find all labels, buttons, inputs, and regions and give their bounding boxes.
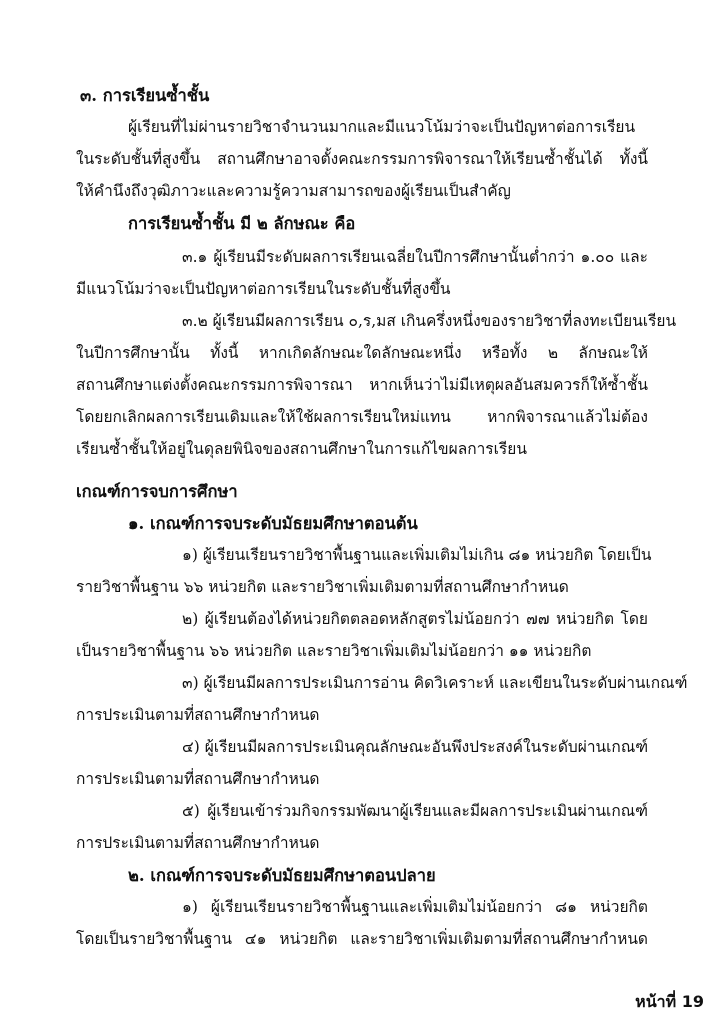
list-item-line: ๑) ผู้เรียนเรียนรายวิชาพื้นฐานและเพิ่มเติมไม่เกิน ๘๑ หน่วยกิต โดยเป็น xyxy=(182,546,652,564)
list-item-line: ๔) ผู้เรียนมีผลการประเมินคุณลักษณะอันพึงประสงค์ในระดับผ่านเกณฑ์ xyxy=(182,738,649,756)
section-heading-graduation: เกณฑ์การจบการศึกษา xyxy=(76,482,238,501)
list-item-line: เป็นรายวิชาพื้นฐาน ๖๖ หน่วยกิต และรายวิชาเพิ่มเติมไม่น้อยกว่า ๑๑ หน่วยกิต xyxy=(76,642,592,660)
paragraph-line: ให้คำนึงถึงวุฒิภาวะและความรู้ความสามารถของผู้เรียนเป็นสำคัญ xyxy=(76,182,511,200)
paragraph-line: ผู้เรียนที่ไม่ผ่านรายวิชาจำนวนมากและมีแนวโน้มว่าจะเป็นปัญหาต่อการเรียน xyxy=(128,118,636,136)
paragraph-line: ในระดับชั้นที่สูงขึ้น สถานศึกษาอาจตั้งคณะกรรมการพิจารณาให้เรียนซ้ำชั้นได้ ทั้งนี้ xyxy=(76,150,648,168)
subheading-two-types: การเรียนซ้ำชั้น มี ๒ ลักษณะ คือ xyxy=(128,214,356,233)
list-item-line: ๑) ผู้เรียนเรียนรายวิชาพื้นฐานและเพิ่มเติมไม่น้อยกว่า ๘๑ หน่วยกิต xyxy=(182,898,648,916)
list-item-line: ๓.๒ ผู้เรียนมีผลการเรียน ๐,ร,มส เกินครึ่งหนึ่งของรายวิชาที่ลงทะเบียนเรียน xyxy=(182,312,677,330)
list-item-line: ๕) ผู้เรียนเข้าร่วมกิจกรรมพัฒนาผู้เรียนและมีผลการประเมินผ่านเกณฑ์ xyxy=(182,802,648,820)
page-number: หน้าที่ 19 xyxy=(635,992,704,1011)
list-item-line: สถานศึกษาแต่งตั้งคณะกรรมการพิจารณา หากเห็นว่าไม่มีเหตุผลอันสมควรก็ให้ซ้ำชั้น xyxy=(76,376,648,394)
list-item-line: การประเมินตามที่สถานศึกษากำหนด xyxy=(76,834,320,852)
list-item-line: ๓.๑ ผู้เรียนมีระดับผลการเรียนเฉลี่ยในปีการศึกษานั้นต่ำกว่า ๑.๐๐ และ xyxy=(182,248,648,266)
list-item-line: การประเมินตามที่สถานศึกษากำหนด xyxy=(76,770,320,788)
list-item-line: ๒) ผู้เรียนต้องได้หน่วยกิตตลอดหลักสูตรไม่น้อยกว่า ๗๗ หน่วยกิต โดย xyxy=(182,610,648,628)
section-heading-repeat-grade: ๓. การเรียนซ้ำชั้น xyxy=(80,86,210,105)
subheading-upper-secondary: ๒. เกณฑ์การจบระดับมัธยมศึกษาตอนปลาย xyxy=(128,866,436,885)
list-item-line: การประเมินตามที่สถานศึกษากำหนด xyxy=(76,706,320,724)
list-item-line: ในปีการศึกษานั้น ทั้งนี้ หากเกิดลักษณะใดลักษณะหนึ่ง หรือทั้ง ๒ ลักษณะให้ xyxy=(76,344,648,362)
list-item-line: เรียนซ้ำชั้นให้อยู่ในดุลยพินิจของสถานศึกษาในการแก้ไขผลการเรียน xyxy=(76,440,527,458)
list-item-line: รายวิชาพื้นฐาน ๖๖ หน่วยกิต และรายวิชาเพิ่มเติมตามที่สถานศึกษากำหนด xyxy=(76,578,569,596)
list-item-line: โดยยกเลิกผลการเรียนเดิมและให้ใช้ผลการเรียนใหม่แทน หากพิจารณาแล้วไม่ต้อง xyxy=(76,408,648,426)
list-item-line: ๓) ผู้เรียนมีผลการประเมินการอ่าน คิดวิเคราะห์ และเขียนในระดับผ่านเกณฑ์ xyxy=(182,674,688,692)
subheading-lower-secondary: ๑. เกณฑ์การจบระดับมัธยมศึกษาตอนต้น xyxy=(128,514,418,533)
list-item-line: มีแนวโน้มว่าจะเป็นปัญหาต่อการเรียนในระดับชั้นที่สูงขึ้น xyxy=(76,280,451,298)
list-item-line: โดยเป็นรายวิชาพื้นฐาน ๔๑ หน่วยกิต และรายวิชาเพิ่มเติมตามที่สถานศึกษากำหนด xyxy=(76,930,648,948)
